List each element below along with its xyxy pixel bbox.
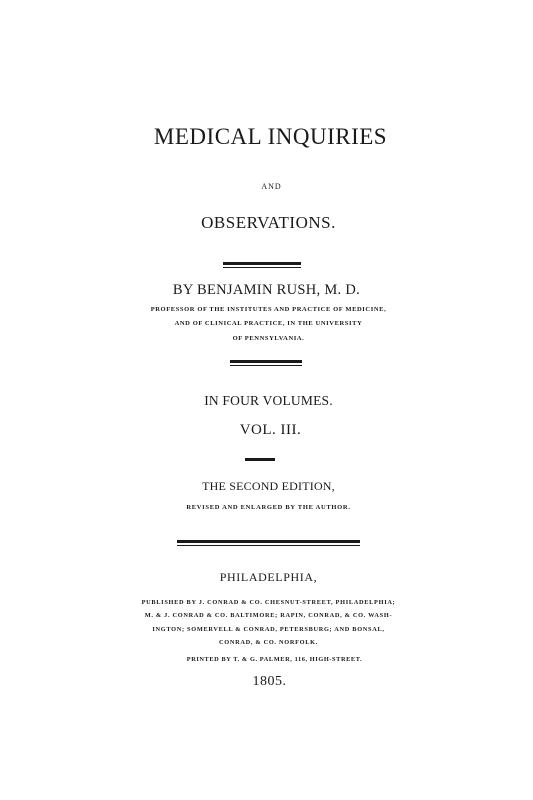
long-rule-a	[177, 540, 360, 543]
short-rule	[245, 458, 275, 461]
imprint-publishers-line-2: M. & J. CONRAD & CO. BALTIMORE; RAPIN, CONRAD, & CO. WASH-	[144, 612, 393, 619]
publication-year: 1805.	[252, 674, 287, 689]
title-conjunction: AND	[261, 182, 282, 191]
long-rule-b	[177, 545, 360, 546]
book-subtitle: OBSERVATIONS.	[201, 213, 336, 232]
double-rule-2b	[230, 365, 302, 366]
printer-line: PRINTED BY T. & G. PALMER, 116, HIGH-STREET.	[186, 656, 363, 663]
double-rule-1b	[223, 267, 301, 268]
imprint-publishers-line-4: CONRAD, & CO. NORFOLK.	[218, 639, 318, 646]
double-rule-2a	[230, 360, 302, 363]
volume-number: VOL. III.	[239, 422, 302, 438]
author-credentials-line-1: PROFESSOR OF THE INSTITUTES AND PRACTICE OF MEDICINE,	[150, 306, 387, 313]
author-line: BY BENJAMIN RUSH, M. D.	[172, 282, 361, 298]
edition-note: REVISED AND ENLARGED BY THE AUTHOR.	[186, 504, 351, 511]
volumes-statement: IN FOUR VOLUMES.	[204, 393, 333, 408]
imprint-publishers-line-3: INGTON; SOMERVELL & CONRAD, PETERSBURG; AND BONSAL,	[152, 626, 385, 633]
edition-statement: THE SECOND EDITION,	[202, 479, 335, 493]
double-rule-1a	[223, 262, 301, 265]
imprint-publishers-line-1: PUBLISHED BY J. CONRAD & CO. CHESNUT-STREET, PHILADELPHIA;	[141, 599, 396, 606]
author-credentials-line-3: OF PENNSYLVANIA.	[232, 335, 305, 342]
author-credentials-line-2: AND OF CLINICAL PRACTICE, IN THE UNIVERSITY	[174, 320, 363, 327]
book-title: MEDICAL INQUIRIES	[153, 124, 388, 149]
imprint-city: PHILADELPHIA,	[219, 570, 318, 584]
